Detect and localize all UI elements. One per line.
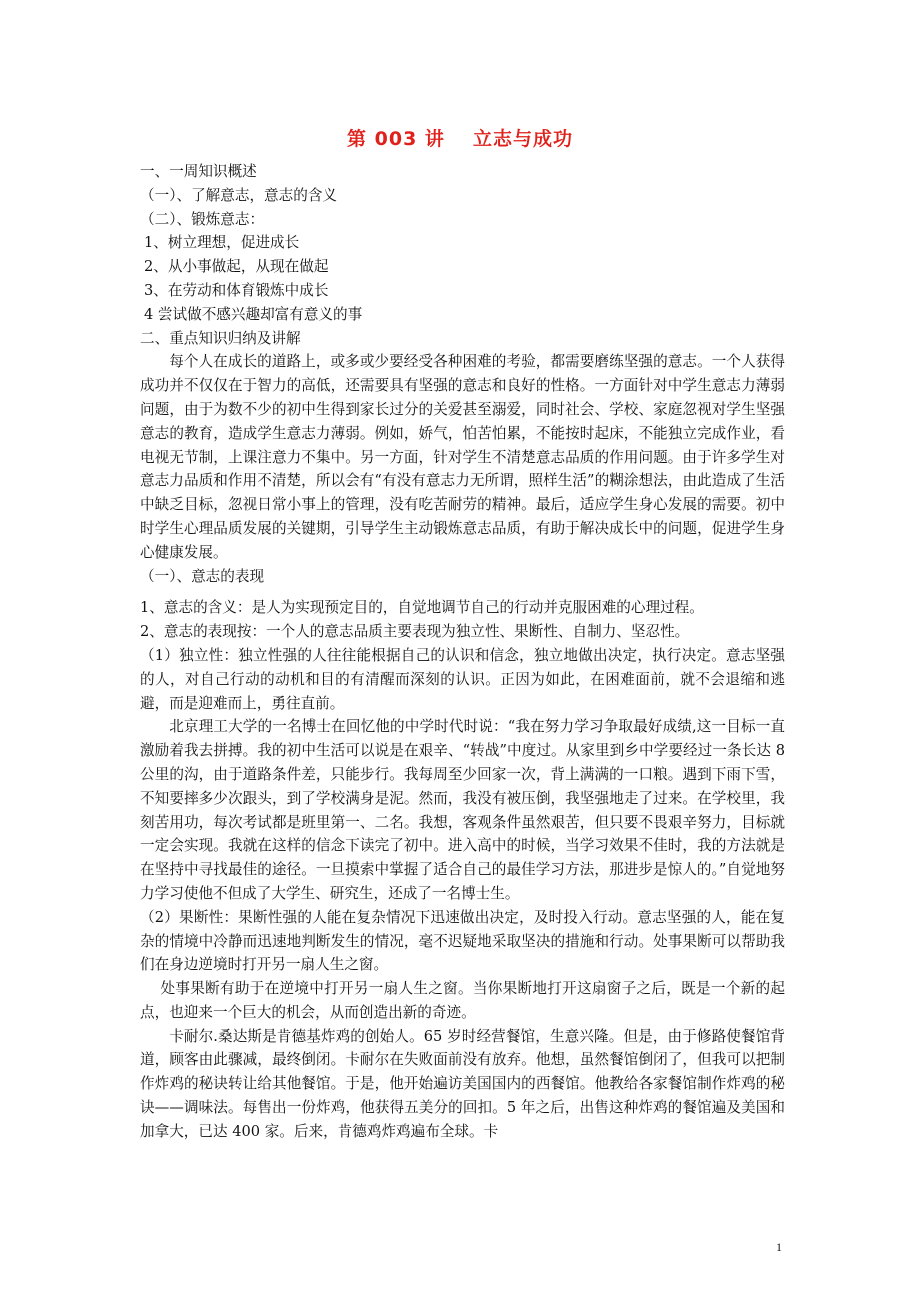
outline-subitem: 3、在劳动和体育锻炼中成长 — [144, 281, 329, 299]
intro-paragraph: 每个人在成长的道路上，或多或少要经受各种困难的考验，都需要磨练坚强的意志。一个人获得成功并不仅仅在于智力的高低，还需要具有坚强的意志和良好的性格。一方面针对中学生意志力薄弱问题，由于为数不少的初中生得到家长过分的关爱甚至溺爱，同时社会、学校、家庭忽视对学生坚强意志的教育，造成学生意志力薄弱。例如，娇气，怕苦怕累，不能按时起床，不能独立完成作业，看电视无节制，上课注意力不集中。另一方面，针对学生不清楚意志品质的作用问题。由于许多学生对意志力品质和作用不清楚，所以会有“有没有意志力无所谓，照样生活”的糊涂想法，由此造成了生活中缺乏目标，忽视日常小事上的管理，没有吃苦耐劳的精神。最后，适应学生身心发展的需要。初中时学生心理品质发展的关键期，引导学生主动锻炼意志品质，有助于解决成长中的问题，促进学生身心健康发展。 — [140, 353, 785, 561]
decisiveness-paragraph: （2）果断性：果断性强的人能在复杂情况下迅速做出决定，及时投入行动。意志坚强的人，能在复杂的情境中冷静而迅速地判断发生的情况，毫不迟疑地采取坚决的措施和行动。处事果断可以帮助我们在身边逆境时打开另一扇人生之窗。 — [140, 908, 785, 974]
definition-paragraph: 1、意志的含义：是人为实现预定目的，自觉地调节自己的行动并克服困难的心理过程。 — [140, 599, 704, 617]
outline-subitem: 4 尝试做不感兴趣却富有意义的事 — [144, 305, 363, 323]
outline-item: （一）、了解意志，意志的含义 — [140, 186, 338, 204]
document-body — [140, 160, 785, 1144]
phd-story-paragraph: 北京理工大学的一名博士在回忆他的中学时代时说：“我在努力学习争取最好成绩,这一目标一直激励着我去拼搏。我的初中生活可以说是在艰辛、“转战”中度过。从家里到乡中学要经过一条长达 8 公里的沟，由于道路条件差，只能步行。我每周至少回家一次，背上满满的一口粮。遇到下雨下雪，不知要摔多少次跟头，到了学校满身是泥。然而，我没有被压倒，我坚强地走了过来。在学校里，我刻苦用功，每次考试都是班里第一、二名。我想，客观条件虽然艰苦，但只要不畏艰辛努力，目标就一定会实现。我就在这样的信念下读完了初中。进入高中的时候，当学习效果不佳时，我的方法就是在坚持中寻找最佳的途径。一旦摸索中掌握了适合自己的最佳学习方法，那进步是惊人的。”自觉地努力学习使他不但成了大学生、研究生，还成了一名博士生。 — [140, 718, 785, 902]
outline-heading-1: 一、一周知识概述 — [140, 163, 257, 180]
page-title — [0, 124, 920, 151]
manifestation-paragraph: 2、意志的表现按：一个人的意志品质主要表现为独立性、果断性、自制力、坚忍性。 — [140, 623, 690, 641]
lecture-number: 第 003 讲 — [347, 128, 445, 150]
independence-paragraph: （1）独立性：独立性强的人往往能根据自己的认识和信念，独立地做出决定，执行决定。意志坚强的人，对自己行动的动机和目的有清醒而深刻的认识。正因为如此，在困难面前，就不会退缩和逃避，而是迎难而上，勇往直前。 — [140, 646, 785, 712]
lecture-title: 立志与成功 — [472, 128, 573, 150]
outline-item: （二）、锻炼意志： — [140, 210, 265, 228]
kfc-story-paragraph: 卡耐尔.桑达斯是肯德基炸鸡的创始人。65 岁时经营餐馆，生意兴隆。但是，由于修路使餐馆背道，顾客由此骤减，最终倒闭。卡耐尔在失败面前没有放弃。他想，虽然餐馆倒闭了，但我可以把制作炸鸡的秘诀转让给其他餐馆。于是，他开始遍访美国国内的西餐馆。他教给各家餐馆制作炸鸡的秘诀——调味法。每售出一份炸鸡，他获得五美分的回扣。5 年之后，出售这种炸鸡的餐馆遍及美国和加拿大，已达 400 家。后来，肯德鸡炸鸡遍布全球。卡 — [140, 1027, 785, 1140]
outline-subitem: 2、从小事做起，从现在做起 — [144, 258, 329, 276]
outline-heading-2: 二、重点知识归纳及讲解 — [140, 329, 301, 347]
section-heading: （一）、意志的表现 — [140, 567, 265, 585]
window-paragraph: 处事果断有助于在逆境中打开另一扇人生之窗。当你果断地打开这扇窗子之后，既是一个新的起点，也迎来一个巨大的机会，从而创造出新的奇迹。 — [140, 980, 785, 1021]
outline-subitem: 1、树立理想，促进成长 — [144, 234, 300, 252]
page-number: 1 — [776, 1240, 782, 1254]
